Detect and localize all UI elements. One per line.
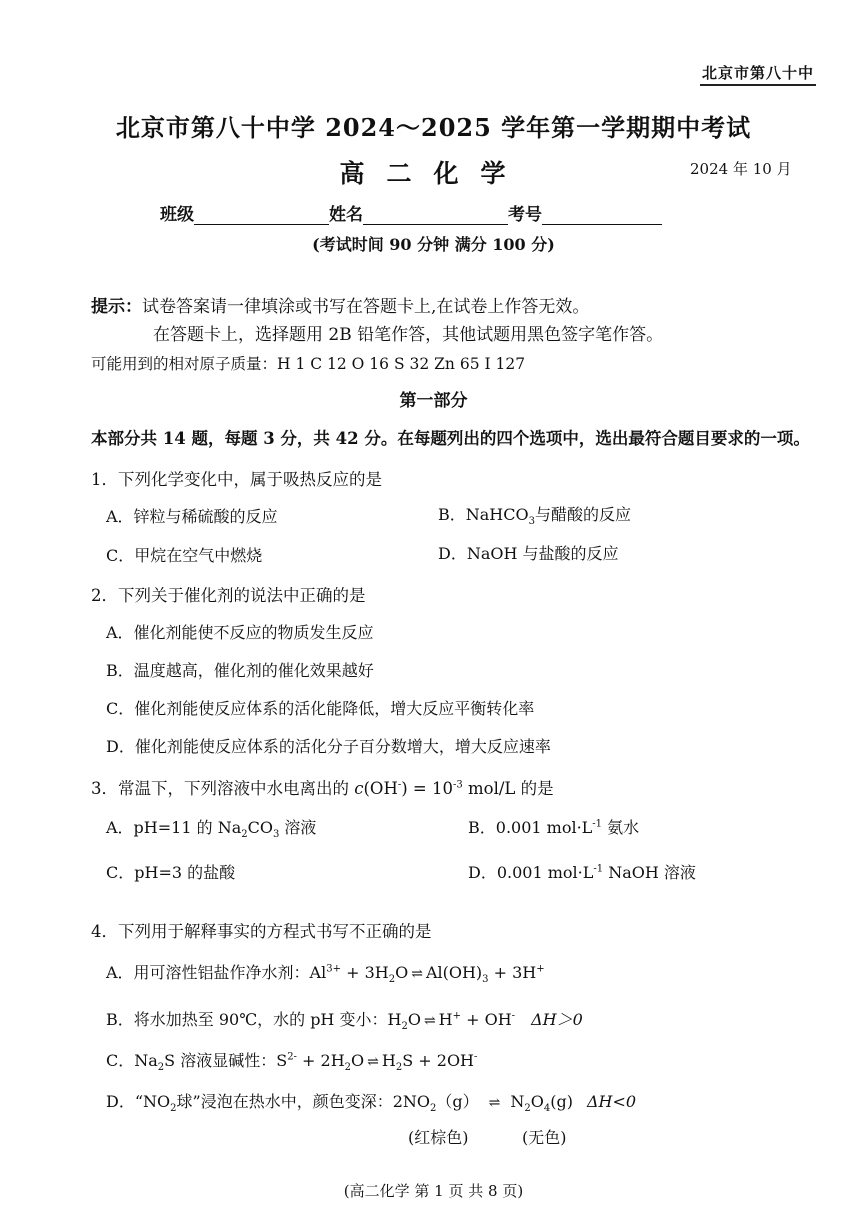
q1-option-d[interactable]: D．NaOH 与盐酸的反应 [438, 544, 619, 563]
q2-option-b[interactable]: B．温度越高，催化剂的催化效果越好 [106, 661, 374, 680]
q4-option-a[interactable]: A．用可溶性铝盐作净水剂：$Al^{3+} + 3H_2O$ ⇌ $Al(OH)_3 + 3H^+$ [106, 963, 545, 986]
q4-option-c[interactable]: C．$Na_2S$ 溶液显碱性：$S^{2-} + 2H_2O$ ⇌ $H_2S + 2OH^-$ [106, 1051, 478, 1074]
name-blank[interactable] [363, 207, 508, 225]
q4-stem: 4．下列用于解释事实的方程式书写不正确的是 [91, 922, 432, 941]
equilibrium-arrow-icon: ⇌ [423, 1013, 436, 1029]
q3-option-a[interactable]: A．pH=11 的 $Na_2CO_3$ 溶液 [106, 818, 317, 841]
q3-option-b[interactable]: B．0.001 $mol\cdot L^{-1}$ 氨水 [468, 818, 640, 837]
q3-option-c[interactable]: C．pH=3 的盐酸 [106, 863, 236, 882]
q1-stem: 1．下列化学变化中，属于吸热反应的是 [91, 470, 382, 489]
part-instructions: 本部分共 14 题，每题 3 分，共 42 分。在每题列出的四个选项中，选出最符合题目要求的一项。 [91, 429, 810, 448]
name-label: 姓名 [329, 205, 363, 225]
class-label: 班级 [160, 205, 194, 225]
hint-label: 提示： [91, 297, 142, 317]
exam-time: (考试时间 90 分钟 满分 100 分) [312, 235, 555, 254]
student-info-row [160, 200, 662, 225]
equilibrium-arrow-icon: ⇌ [367, 1054, 379, 1070]
hint-line-2: 在答题卡上，选择题用 2B 铅笔作答，其他试题用黑色签字笔作答。 [153, 325, 664, 345]
equilibrium-arrow-icon: ⇌ [411, 966, 423, 982]
q4-d-label-colorless: (无色) [522, 1128, 567, 1147]
q3-stem: 3．常温下，下列溶液中水电离出的 $c(OH^-) = 10^{-3}$ mol/L 的是 [91, 779, 554, 798]
q4-option-d[interactable]: D．“$NO_2$球”浸泡在热水中，颜色变深：$2NO_2(g)$ ⇌ $N_2O_4(g)$ ΔH<0 [106, 1092, 637, 1115]
q2-option-c[interactable]: C．催化剂能使反应体系的活化能降低，增大反应平衡转化率 [106, 699, 535, 718]
q3-option-d[interactable]: D．0.001 $mol\cdot L^{-1}$ NaOH 溶液 [468, 863, 696, 882]
q1-option-c[interactable]: C．甲烷在空气中燃烧 [106, 546, 263, 565]
atomic-masses: 可能用到的相对原子质量：H 1 C 12 O 16 S 32 Zn 65 I 127 [91, 355, 526, 373]
id-label: 考号 [508, 205, 542, 225]
q2-stem: 2．下列关于催化剂的说法中正确的是 [91, 586, 366, 605]
hint-text-1: 试卷答案请一律填涂或书写在答题卡上,在试卷上作答无效。 [142, 297, 590, 317]
page-footer: (高二化学 第 1 页 共 8 页) [343, 1182, 524, 1200]
q2-option-d[interactable]: D．催化剂能使反应体系的活化分子百分数增大，增大反应速率 [106, 737, 551, 756]
corner-stamp: 北京市第八十中 [700, 62, 816, 86]
part-title: 第一部分 [399, 391, 468, 411]
q1-option-b[interactable]: B．NaHCO$_3$与醋酸的反应 [438, 505, 632, 528]
hint-line-1 [91, 292, 589, 317]
exam-title: 北京市第八十中学 2024～2025 学年第一学期期中考试 [115, 113, 752, 142]
id-blank[interactable] [542, 207, 662, 225]
q2-option-a[interactable]: A．催化剂能使不反应的物质发生反应 [106, 623, 374, 642]
exam-date: 2024 年 10 月 [690, 160, 792, 178]
q4-d-label-reddish-brown: (红棕色) [408, 1128, 469, 1147]
q4-option-b[interactable]: B．将水加热至 90℃，水的 pH 变小：$H_2O$ ⇌ H+ + OH- ΔH＞0 [106, 1010, 583, 1033]
equilibrium-arrow-icon: ⇌ [488, 1095, 501, 1111]
exam-subject: 高二化学 [339, 159, 528, 188]
q1-option-a[interactable]: A．锌粒与稀硫酸的反应 [106, 507, 278, 526]
class-blank[interactable] [194, 207, 329, 225]
